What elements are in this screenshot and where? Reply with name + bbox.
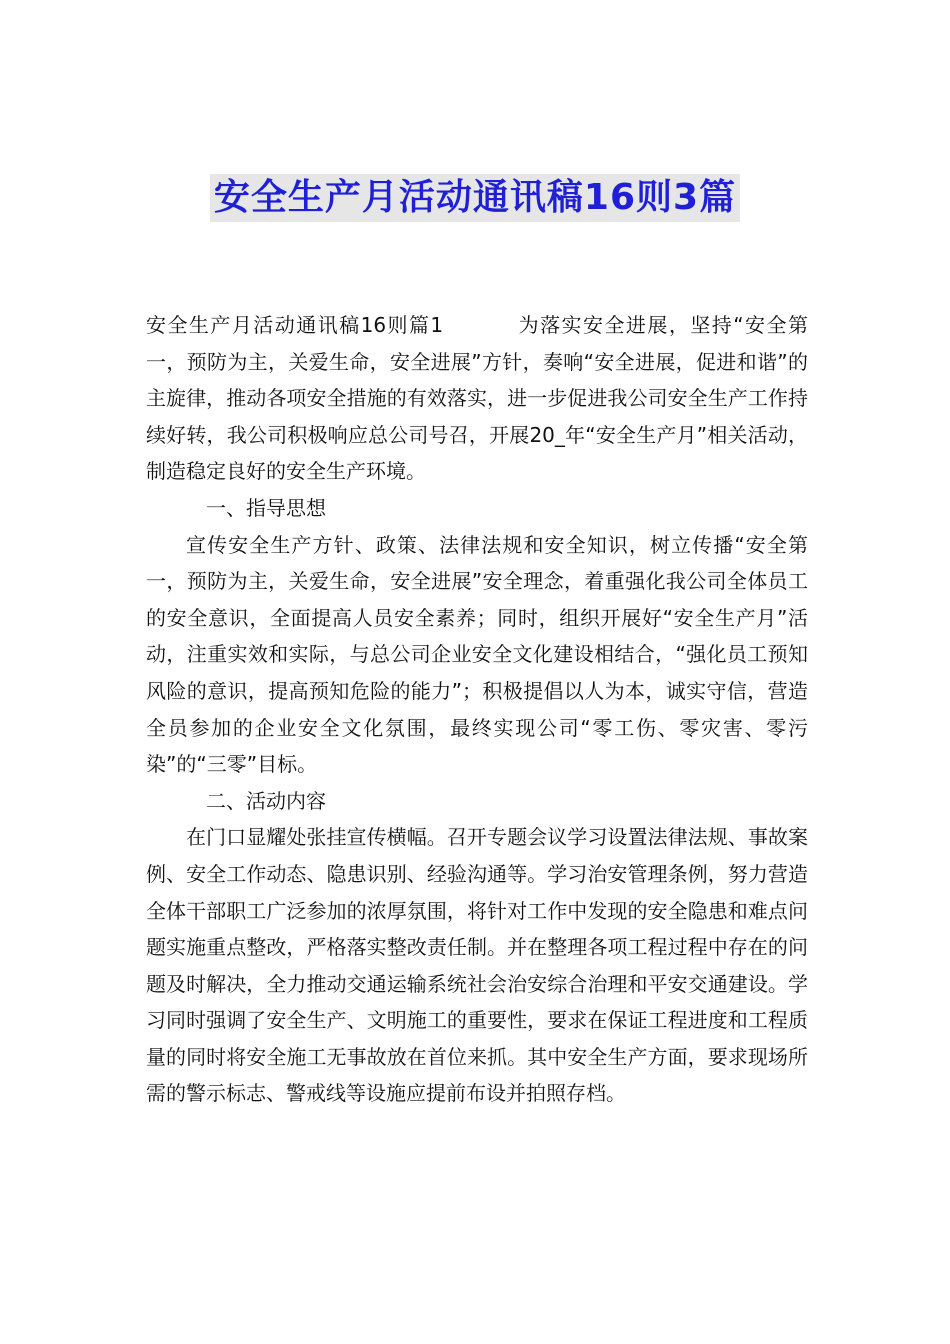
- section-heading-guiding-ideology: 一、指导思想: [206, 495, 326, 520]
- document-title-block: [0, 174, 950, 222]
- section-paragraph-guiding-ideology: 宣传安全生产方针、政策、法律法规和安全知识，树立传播“安全第一，预防为主，关爱生命，安全进展”安全理念，着重强化我公司全体员工的安全意识，全面提高人员安全素养；同时，组织开展好“安全生产月”活动，注重实效和实际，与总公司企业安全文化建设相结合，“强化员工预知风险的意识，提高预知危险的能力”；积极提倡以人为本，诚实守信，营造全员参加的企业安全文化氛围，最终实现公司“零工伤、零灾害、零污染”的“三零”目标。: [146, 532, 808, 777]
- document-body: [146, 307, 808, 1112]
- intro-label: 安全生产月活动通讯稿16则篇1: [146, 313, 444, 337]
- section-heading-activity-content: 二、活动内容: [206, 788, 326, 813]
- intro-paragraph: [146, 307, 808, 490]
- document-title: 安全生产月活动通讯稿16则3篇: [210, 174, 740, 222]
- section-paragraph-activity-content: 在门口显耀处张挂宣传横幅。召开专题会议学习设置法律法规、事故案例、安全工作动态、隐患识别、经验沟通等。学习治安管理条例，努力营造全体干部职工广泛参加的浓厚氛围，将针对工作中发现的安全隐患和难点问题实施重点整改，严格落实整改责任制。并在整理各项工程过程中存在的问题及时解决，全力推动交通运输系统社会治安综合治理和平安交通建设。学习同时强调了安全生产、文明施工的重要性，要求在保证工程进度和工程质量的同时将安全施工无事故放在首位来抓。其中安全生产方面，要求现场所需的警示标志、警戒线等设施应提前布设并拍照存档。: [146, 825, 808, 1106]
- intro-text: 为落实安全进展，坚持“安全第一，预防为主，关爱生命，安全进展”方针，奏响“安全进展，促进和谐”的主旋律，推动各项安全措施的有效落实，进一步促进我公司安全生产工作持续好转，我公司积极响应总公司号召，开展20_年“安全生产月”相关活动，制造稳定良好的安全生产环境。: [146, 313, 808, 484]
